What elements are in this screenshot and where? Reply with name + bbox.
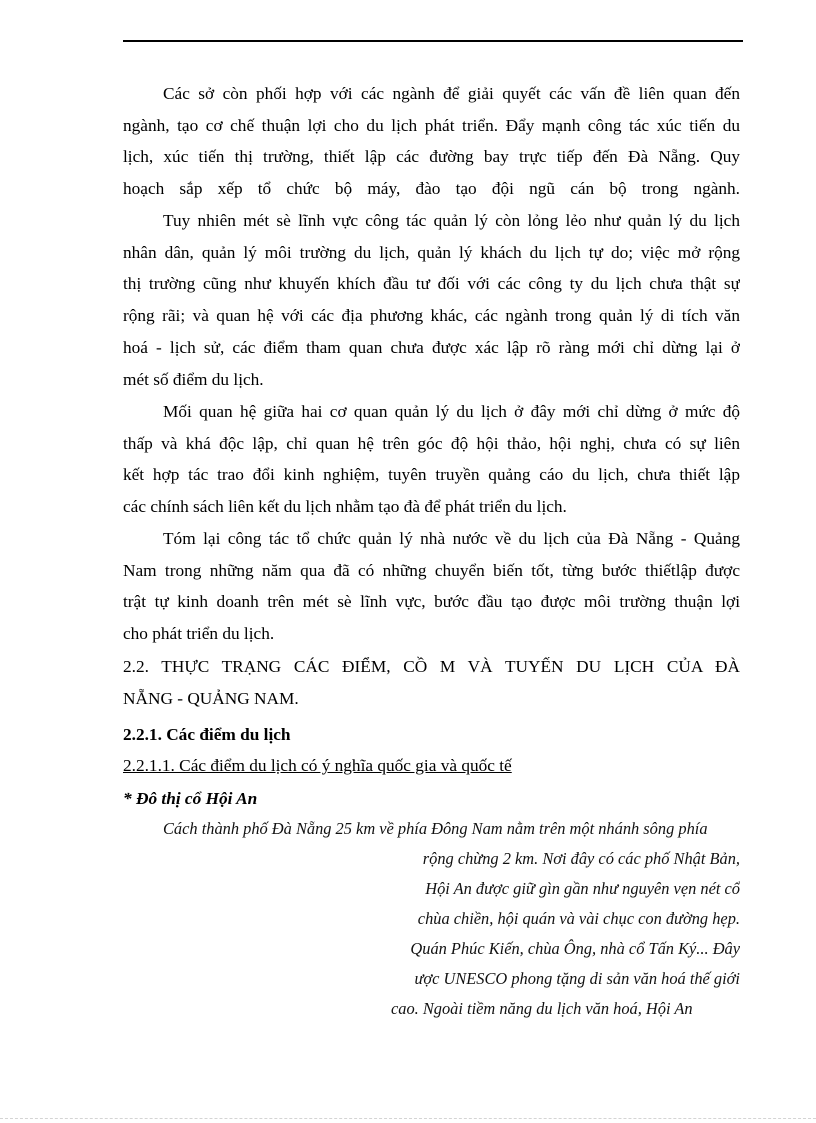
item-title [123,783,740,815]
text-line: lịch, xúc tiến thị trường, thiết lập các đường bay trực tiếp đến Đà Nẵng. Quy [123,147,740,167]
paragraph-4 [123,523,740,650]
subsection-heading [123,719,740,751]
paragraph-1 [123,78,740,205]
paragraph-3 [123,396,740,523]
text-line: hoá - lịch sử, các điểm tham quan chưa được xác lập rõ ràng mới chỉ dừng lại ở [123,337,740,357]
text-line: Tuy nhiên mét sè lĩnh vực công tác quản lý còn lỏng lẻo như quản lý du lịch [163,211,740,230]
text-line: thị trường cũng như khuyến khích đầu tư đối với các công ty du lịch chưa thật sự [123,274,740,294]
text-line: kết hợp tác trao đổi kinh nghiệm, tuyên truyền quảng cáo du lịch, chưa thiết lập [123,465,740,485]
text-line: cho phát triển du lịch. [123,624,275,644]
text-line: Nam trong những năm qua đã có những chuyển biến tốt, từng bước thiếtlập được [123,560,740,580]
text-line: ược UNESCO phong tặng di sản văn hoá thế giới [414,969,740,988]
text-line: ngành, tạo cơ chế thuận lợi cho du lịch phát triển. Đẩy mạnh công tác xúc tiến du [123,115,740,135]
item-body [123,814,740,1024]
text-line: trật tự kinh doanh trên mét sè lĩnh vực, bước đầu tạo được môi trường thuận lợi [123,592,740,612]
text-line: Mối quan hệ giữa hai cơ quan quản lý du lịch ở đây mới chỉ dừng ở mức độ [163,402,740,421]
heading-line: 2.2. THỰC TRẠNG CÁC ĐIỂM, CỒ M VÀ TUYẾN DU LỊCH CỦA ĐÀ [123,657,740,676]
heading-line: NẴNG - QUẢNG NAM. [123,688,299,708]
text-line: cao. Ngoài tiềm năng du lịch văn hoá, Hội An [391,999,693,1018]
text-line: Các sở còn phối hợp với các ngành để giải quyết các vấn đề liên quan đến [163,84,740,103]
page-bottom-edge [0,1118,816,1119]
subheading-text: 2.2.1. Các điểm du lịch [123,725,291,744]
text-line: mét số điểm du lịch. [123,369,264,389]
text-line: Hội An được giữ gìn gần như nguyên vẹn nét cổ [425,879,740,898]
section-heading [123,651,740,714]
text-line: rộng rãi; và quan hệ với các địa phương khác, các ngành trong quản lý di tích văn [123,306,740,326]
item-title-text: * Đô thị cổ Hội An [123,789,258,808]
text-line: hoạch sắp xếp tổ chức bộ máy, đào tạo đội ngũ cán bộ trong ngành. [123,179,740,199]
text-line: các chính sách liên kết du lịch nhằm tạo đà để phát triển du lịch. [123,497,567,517]
text-line: chùa chiền, hội quán và vài chục con đường hẹp. [417,909,740,928]
text-line: Quán Phúc Kiến, chùa Ông, nhà cổ Tấn Ký... Đây [410,939,740,958]
subsubsection-heading [123,750,740,782]
subsubheading-text: 2.2.1.1. Các điểm du lịch có ý nghĩa quốc gia và quốc tế [123,756,512,775]
text-line: rộng chừng 2 km. Nơi đây có các phố Nhật Bản, [422,849,740,868]
text-line: thấp và khá độc lập, chỉ quan hệ trên góc độ hội thảo, hội nghị, chưa có sự liên [123,433,740,453]
header-rule [123,40,743,42]
text-line: nhân dân, quản lý môi trường du lịch, quản lý khách du lịch tự do; việc mở rộng [123,242,740,262]
paragraph-2 [123,205,740,395]
text-line: Cách thành phố Đà Nẵng 25 km về phía Đông Nam nằm trên một nhánh sông phía [163,819,708,838]
text-line: Tóm lại công tác tổ chức quản lý nhà nước về du lịch của Đà Nẵng - Quảng [163,529,740,548]
